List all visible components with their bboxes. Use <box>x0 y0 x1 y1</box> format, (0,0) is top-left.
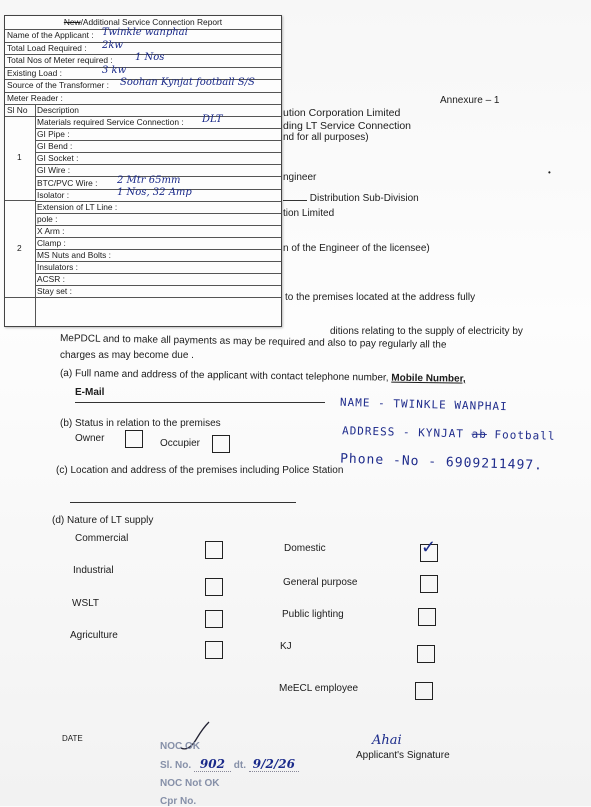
dt-label: dt. <box>233 760 246 771</box>
slip-material-label: GI Bend : <box>37 141 73 152</box>
supply-agriculture-label: Agriculture <box>70 630 118 641</box>
header-line-3: nd for all purposes) <box>283 132 369 143</box>
slip-row-label: Total Nos of Meter required : <box>7 55 113 65</box>
slip-material-value: DLT <box>202 114 223 125</box>
slip-material-value: 2 Mtr 65mm <box>117 174 181 186</box>
slip-row-value: Twinkle wanphai <box>102 27 188 38</box>
slip-material-label: Materials required Service Connection : <box>37 117 184 127</box>
question-b-text: Status in relation to the premises <box>75 418 221 429</box>
slip-material-label: BTC/PVC Wire : <box>37 177 98 188</box>
supply-commercial-checkbox[interactable] <box>205 541 223 559</box>
para-line-3: charges as may become due . <box>60 350 194 361</box>
address-line-1: ngineer <box>283 172 317 183</box>
supply-industrial-checkbox[interactable] <box>205 578 223 596</box>
slip-row-label: Total Load Required : <box>7 42 87 53</box>
question-d <box>52 515 153 526</box>
signature-mark: Ahai <box>372 733 402 748</box>
slip-group-number: 2 <box>17 243 22 254</box>
supply-meecl-checkbox[interactable] <box>415 682 433 700</box>
slip-row-label: Meter Reader : <box>7 92 63 103</box>
question-d-text: Nature of LT supply <box>67 515 154 526</box>
email-label: E-Mail <box>75 387 105 398</box>
slip-row-label: Existing Load : <box>7 67 62 78</box>
email-underline <box>75 402 325 403</box>
supply-domestic-label: Domestic <box>284 543 326 554</box>
slip-row <box>5 54 281 68</box>
supply-wslt-checkbox[interactable] <box>205 610 223 628</box>
slip-material-label: GI Pipe : <box>37 129 70 140</box>
slip-material-label: MS Nuts and Bolts : <box>37 250 112 261</box>
slip-header-desc: Description <box>37 105 79 115</box>
domestic-check-mark-icon: ✓ <box>421 537 437 557</box>
supply-general-checkbox[interactable] <box>420 575 438 593</box>
slip-row <box>5 29 281 43</box>
question-c-text: Location and address of the premises including Police Station <box>70 465 344 476</box>
handwritten-address-text: ADDRESS - KYNJAT <box>341 424 465 441</box>
address-line-2 <box>283 193 419 204</box>
bullet-dot: • <box>548 168 551 177</box>
slip-material-label: GI Socket : <box>37 153 79 164</box>
question-b <box>60 418 221 429</box>
slip-row-value: 2kw <box>102 39 123 51</box>
address-line-4: n of the Engineer of the licensee) <box>283 243 430 254</box>
slip-row <box>5 92 281 106</box>
handwritten-address: ADDRESS - KYNJAT ab Football <box>341 424 556 443</box>
slip-title: /Additional Service Connection Report <box>80 17 223 27</box>
supply-public-lighting-checkbox[interactable] <box>418 608 436 626</box>
supply-meecl-label: MeECL employee <box>279 683 359 694</box>
intro-line: to the premises located at the address fully <box>285 292 476 303</box>
question-a-bold: Mobile Number, <box>391 372 466 385</box>
sl-no-value: 902 <box>194 757 231 772</box>
handwritten-address-text-2: Football <box>494 428 556 443</box>
question-a-label: (a) <box>59 368 73 380</box>
slip-row-value: Soohan Kynjat football S/S <box>120 77 255 88</box>
applicant-signature-label: Applicant's Signature <box>356 750 450 761</box>
supply-agriculture-checkbox[interactable] <box>205 641 223 659</box>
question-a-text: Full name and address of the applicant with contact telephone number, <box>74 368 389 384</box>
slip-row-label: Source of the Transformer : <box>7 80 109 90</box>
slip-material-row <box>35 285 281 298</box>
address-line-3: tion Limited <box>283 208 335 219</box>
sl-no-line <box>160 757 299 771</box>
supply-general-label: General purpose <box>283 577 358 588</box>
slip-row <box>5 79 281 93</box>
slip-material-value: 1 Nos, 32 Amp <box>117 186 192 198</box>
para-line-2: MePDCL and to make all payments as may be required and also to pay regularly all the <box>59 333 447 351</box>
slip-material-label: Extension of LT Line : <box>37 201 118 212</box>
question-d-label: (d) <box>52 515 65 526</box>
header-line-1: ution Corporation Limited <box>283 107 401 119</box>
handwritten-name: NAME - TWINKLE WANPHAI <box>339 395 508 414</box>
noc-not-ok-stamp: NOC Not OK <box>160 778 220 789</box>
initial-mark-icon <box>175 718 215 758</box>
supply-wslt-label: WSLT <box>72 598 100 609</box>
slip-material-label: Stay set : <box>37 286 72 297</box>
para-line-1: ditions relating to the supply of electricity by <box>330 326 523 337</box>
question-c <box>56 465 343 476</box>
slip-material-label: ACSR : <box>37 274 65 285</box>
slip-title-strike: New <box>63 17 81 27</box>
slip-material-label: pole : <box>37 213 58 224</box>
service-connection-report-slip <box>4 15 282 327</box>
owner-label: Owner <box>75 433 105 444</box>
handwritten-phone: Phone -No - 6909211497. <box>339 451 544 474</box>
dt-value: 9/2/26 <box>249 757 299 772</box>
cpr-no-stamp: Cpr No. <box>160 796 197 807</box>
supply-kj-checkbox[interactable] <box>417 645 435 663</box>
slip-material-label: Isolator : <box>37 189 70 200</box>
noc-ok-stamp: NOC OK <box>160 741 200 752</box>
slip-header-sl: Sl No <box>7 105 28 115</box>
supply-commercial-label: Commercial <box>75 533 129 544</box>
slip-material-label: GI Wire : <box>37 165 71 176</box>
sl-no-label: Sl. No. <box>160 760 192 771</box>
slip-row-label: Name of the Applicant : <box>7 30 94 40</box>
location-underline <box>70 502 296 503</box>
slip-group-separator <box>5 200 35 201</box>
slip-material-label: Clamp : <box>37 238 66 248</box>
supply-public-lighting-label: Public lighting <box>282 609 344 620</box>
address-line-2-text: Distribution Sub-Division <box>309 193 419 204</box>
annexure-label: Annexure – 1 <box>440 95 500 106</box>
question-c-label: (c) <box>56 465 68 476</box>
slip-group-separator <box>5 297 35 298</box>
slip-row-value: 3 kw <box>102 64 127 76</box>
supply-kj-label: KJ <box>280 641 292 652</box>
question-a <box>60 368 466 385</box>
slip-material-label: X Arm : <box>37 225 65 236</box>
question-b-label: (b) <box>60 418 73 429</box>
header-line-2: ding LT Service Connection <box>283 120 412 132</box>
supply-industrial-label: Industrial <box>73 565 114 576</box>
occupier-checkbox[interactable] <box>212 435 230 453</box>
date-label: DATE <box>62 734 83 743</box>
slip-material-label: Insulators : <box>37 262 78 273</box>
owner-checkbox[interactable] <box>125 430 143 448</box>
slip-group-number: 1 <box>17 152 22 163</box>
occupier-label: Occupier <box>160 438 201 449</box>
slip-row-value: 1 Nos <box>135 52 165 63</box>
